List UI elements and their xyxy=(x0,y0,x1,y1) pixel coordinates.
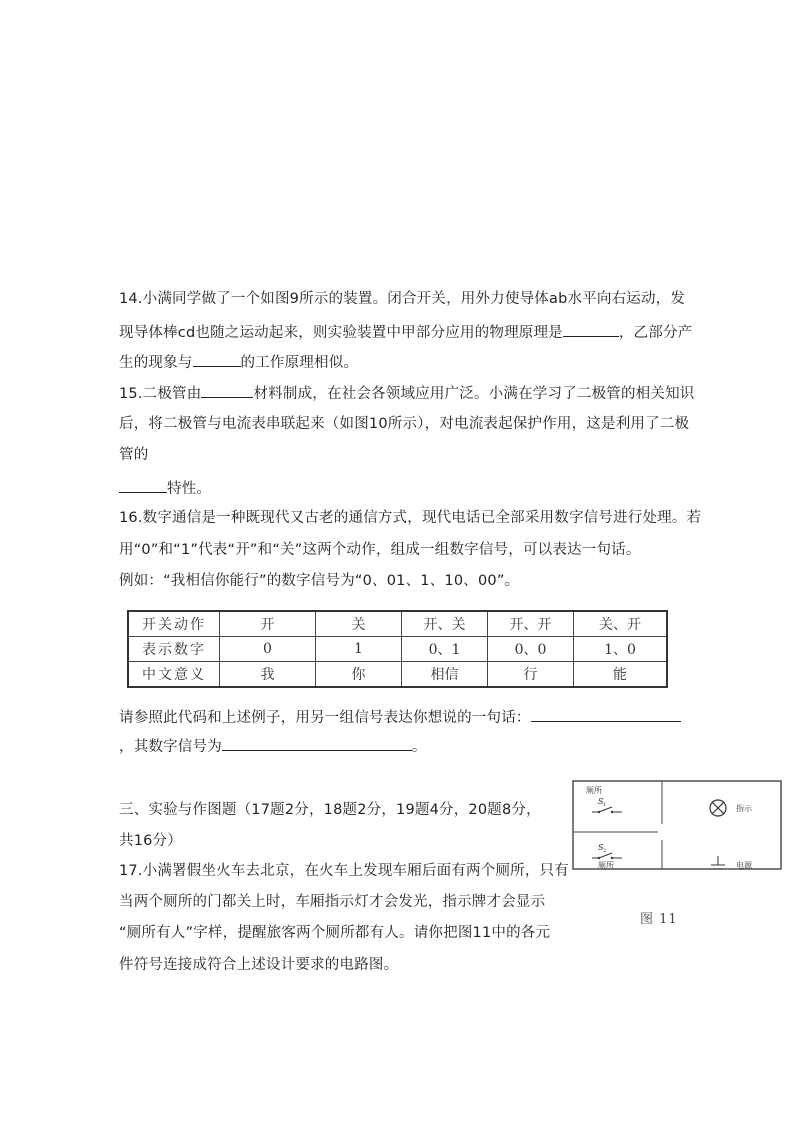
table-cell: 相信 xyxy=(402,662,488,688)
q16-answer-text-2b: 。 xyxy=(411,739,427,755)
section3-heading-line-1: 三、实验与作图题（17题2分，18题2分，19题4分，20题8分， xyxy=(119,802,541,818)
lamp-icon xyxy=(710,800,726,816)
table-cell: 开 xyxy=(220,611,316,637)
q17-line-2: 当两个厕所的门都关上时，车厢指示灯才会发光，指示牌才会显示 xyxy=(119,894,546,910)
q17-line-3: “厕所有人”字样，提醒旅客两个厕所都有人。请你把图11中的各元 xyxy=(119,925,551,941)
circuit-figure xyxy=(572,780,782,870)
switch-s1-symbol xyxy=(592,807,622,813)
q15-line-1 xyxy=(119,383,694,404)
table-row-actions xyxy=(128,611,667,637)
code-table xyxy=(127,610,668,688)
table-cell: 开关动作 xyxy=(128,611,220,637)
switch-s2-subscript: 2 xyxy=(603,848,607,854)
q15-line-1-text-a: 15.二极管由 xyxy=(119,386,202,402)
table-row-meaning xyxy=(128,662,667,688)
table-cell: 开、开 xyxy=(488,611,574,637)
table-cell: 关 xyxy=(316,611,402,637)
table-cell: 0、0 xyxy=(488,637,574,662)
q16-answer-blank-1[interactable] xyxy=(531,707,681,722)
door-gap xyxy=(658,824,666,840)
q15-blank-1[interactable] xyxy=(201,383,253,398)
q16-line-1: 16.数字通信是一种既现代又古老的通信方式，现代电话已全部采用数字信号进行处理。若 xyxy=(119,510,702,526)
q16-line-2: 用“0”和“1”代表“开”和“关”这两个动作，组成一组数字信号，可以表达一句话。 xyxy=(119,542,641,558)
table-cell: 能 xyxy=(574,662,668,688)
table-row-digits xyxy=(128,637,667,662)
table-cell: 1、0 xyxy=(574,637,668,662)
q16-answer-blank-2[interactable] xyxy=(222,736,412,751)
q14-line-2 xyxy=(119,322,692,343)
q15-line-4 xyxy=(119,478,211,499)
toilet-top-label: 厕所 xyxy=(586,786,602,795)
q16-line-3: 例如：“我相信你能行”的数字信号为“0、01、1、10、00”。 xyxy=(119,573,520,589)
q15-line-1-text-b: 材料制成，在社会各领域应用广泛。小满在学习了二极管的相关知识 xyxy=(253,386,695,402)
q14-line-2-text-a: 现导体棒cd也随之运动起来，则实验装置中甲部分应用的物理原理是 xyxy=(119,325,563,341)
indicator-label: 指示 xyxy=(736,804,752,813)
table-cell: 开、关 xyxy=(402,611,488,637)
table-cell: 行 xyxy=(488,662,574,688)
table-cell: 你 xyxy=(316,662,402,688)
table-cell: 0、1 xyxy=(402,637,488,662)
q14-line-2-text-b: ，乙部分产 xyxy=(618,325,693,341)
power-label: 电源 xyxy=(736,861,752,870)
q15-line-3: 管的 xyxy=(119,447,149,463)
figure-caption: 图 11 xyxy=(640,912,678,927)
switch-s2-label: S xyxy=(598,843,604,852)
switch-s1-subscript: 1 xyxy=(603,802,607,808)
q14-line-3-text-a: 生的现象与 xyxy=(119,355,193,371)
switch-s1-label: S xyxy=(598,797,604,806)
table-cell: 中文意义 xyxy=(128,662,220,688)
toilet-bottom-label: 厕所 xyxy=(598,861,614,870)
switch-s2-symbol xyxy=(592,853,622,859)
q14-line-1: 14.小满同学做了一个如图9所示的装置。闭合开关，用外力使导体ab水平向右运动，发 xyxy=(119,291,686,307)
table-cell: 1 xyxy=(316,637,402,662)
q15-line-2: 后，将二极管与电流表串联起来（如图10所示），对电流表起保护作用，这是利用了二极 xyxy=(119,416,690,432)
table-cell: 关、开 xyxy=(574,611,668,637)
q16-answer-line-2 xyxy=(119,736,427,757)
table-cell: 表示数字 xyxy=(128,637,220,662)
section3-heading-line-2: 共16分） xyxy=(119,833,182,849)
q14-blank-1[interactable] xyxy=(563,322,619,337)
battery-icon xyxy=(711,856,725,869)
table-cell: 0 xyxy=(220,637,316,662)
q14-line-3-text-b: 的工作原理相似。 xyxy=(240,355,359,371)
q15-line-4-text-b: 特性。 xyxy=(167,481,212,497)
q14-line-3 xyxy=(119,352,358,373)
q15-blank-2[interactable] xyxy=(119,478,167,493)
q14-blank-2[interactable] xyxy=(193,352,241,367)
q16-answer-text-2a: ，其数字信号为 xyxy=(119,739,222,755)
q17-line-4: 件符号连接成符合上述设计要求的电路图。 xyxy=(119,957,399,973)
q17-line-1: 17.小满署假坐火车去北京，在火车上发现车厢后面有两个厕所，只有 xyxy=(119,863,569,879)
q16-answer-text-1: 请参照此代码和上述例子，用另一组信号表达你想说的一句话： xyxy=(119,710,531,726)
q16-answer-line-1 xyxy=(119,707,681,728)
table-cell: 我 xyxy=(220,662,316,688)
